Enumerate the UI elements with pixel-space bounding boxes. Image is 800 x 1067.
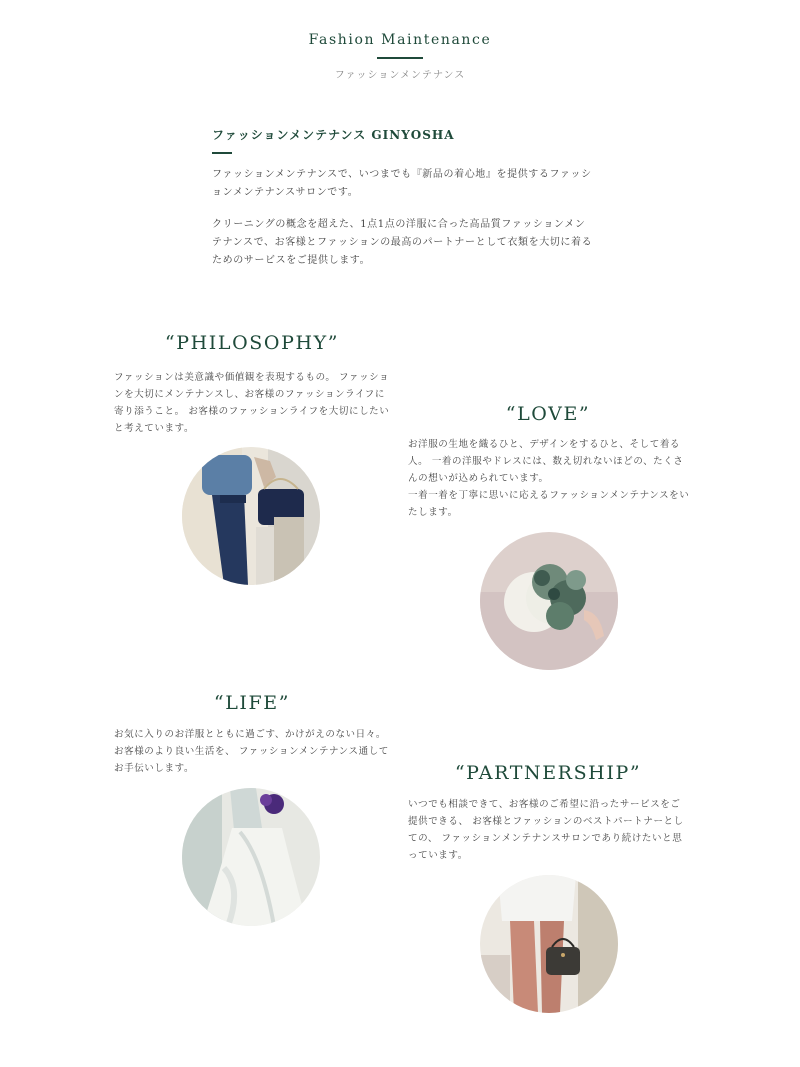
intro-divider — [212, 152, 232, 154]
bride-dress-photo — [182, 788, 320, 926]
page-header — [0, 32, 800, 81]
partnership-title: “PARTNERSHIP” — [454, 762, 642, 784]
philosophy-image — [182, 447, 320, 585]
life-title: “LIFE” — [213, 692, 291, 714]
life-image — [182, 788, 320, 926]
love-image — [480, 532, 618, 670]
page-subtitle: ファッションメンテナンス — [334, 70, 466, 81]
woman-dress-bag-photo — [480, 875, 618, 1013]
bridal-bouquet-photo — [480, 532, 618, 670]
partnership-text: いつでも相談できて、お客様のご希望に沿ったサービスをご提供できる、 お客様とファッションのベストパートナーとしての、 ファッションメンテナンスサロンであり続けたいと思っています。 — [408, 799, 684, 861]
partnership-image — [480, 875, 618, 1013]
philosophy-title: “PHILOSOPHY” — [164, 332, 340, 354]
woman-jeans-handbag-photo — [182, 447, 320, 585]
intro-title: ファッションメンテナンス GINYOSHA — [212, 128, 455, 142]
title-divider — [377, 57, 423, 59]
intro-paragraph-1: ファッションメンテナンスで、いつまでも『新品の着心地』を提供するファッションメンテナンスサロンです。 — [212, 169, 592, 198]
intro-block — [212, 126, 596, 284]
page-title: Fashion Maintenance — [308, 32, 492, 48]
philosophy-text: ファッションは美意識や価値観を表現するもの。 ファッションを大切にメンテナンスし、お客様のファッションライフに寄り添うこと。 お客様のファッションライフを大切にしたいと考えています。 — [114, 372, 390, 434]
love-title: “LOVE” — [505, 403, 591, 425]
love-text: お洋服の生地を織るひと、デザインをするひと、そして着る人。 一着の洋服やドレスには、数え切れないほどの、たくさんの想いが込められています。 一着一着を丁寧に思いに応えるファッションメンテナンスをいたします。 — [408, 439, 690, 518]
life-text: お気に入りのお洋服とともに過ごす、かけがえのない日々。 お客様のより良い生活を、 ファッションメンテナンス通してお手伝いします。 — [114, 729, 389, 774]
intro-paragraph-2: クリーニングの概念を超えた、1点1点の洋服に合った高品質ファッションメンテナンスで、お客様とファッションの最高のパートナーとして衣類を大切に着るためのサービスをご提供します。 — [212, 219, 593, 266]
